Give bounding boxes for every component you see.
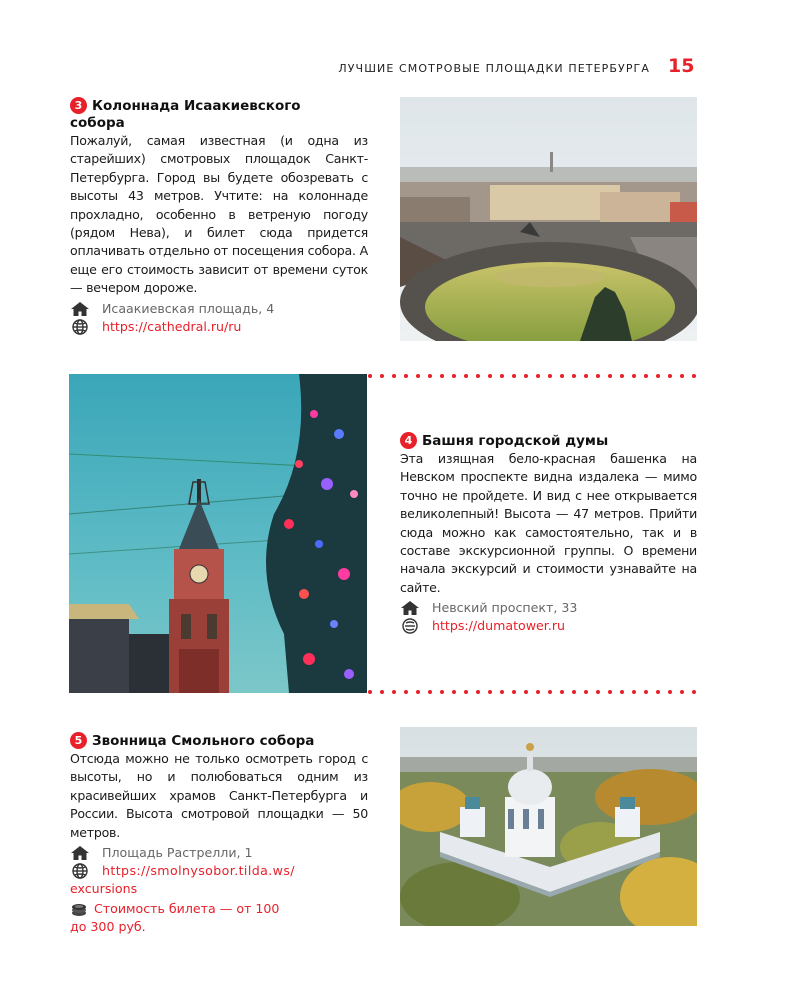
section-title-text: Башня городской думы	[422, 433, 609, 449]
address-text: Невский проспект, 33	[432, 600, 578, 616]
section-info	[70, 844, 368, 936]
globe-icon	[400, 618, 420, 634]
section-number-badge: 4	[400, 432, 417, 449]
photo-isaac-square	[400, 97, 697, 341]
section-duma-tower	[400, 432, 697, 635]
page-header	[0, 57, 800, 77]
house-icon	[70, 301, 90, 317]
website-link-continued[interactable]: excursions	[70, 881, 138, 897]
dotted-divider	[368, 690, 698, 696]
coins-icon	[70, 901, 90, 917]
address-text: Исаакиевская площадь, 4	[102, 300, 275, 316]
globe-icon	[70, 863, 90, 879]
photo-smolny-cathedral	[400, 727, 697, 926]
section-title	[70, 97, 368, 132]
section-info	[70, 300, 368, 336]
section-number-badge: 3	[70, 97, 87, 114]
section-title	[400, 432, 697, 450]
address-text: Площадь Растрелли, 1	[102, 845, 253, 861]
globe-icon	[70, 319, 90, 335]
section-title-text: Звонница Смольного собора	[92, 733, 315, 749]
page-number: 15	[668, 55, 695, 77]
price-text-continued: до 300 руб.	[70, 919, 146, 935]
section-isaac-colonnade	[70, 97, 368, 336]
website-link[interactable]: https://cathedral.ru/ru	[102, 318, 242, 334]
dotted-divider	[368, 374, 698, 380]
running-title: ЛУЧШИЕ СМОТРОВЫЕ ПЛОЩАДКИ ПЕТЕРБУРГА	[338, 62, 650, 75]
section-title-line1: Колоннада Исаакиевского	[92, 98, 301, 114]
house-icon	[70, 845, 90, 861]
photo-duma-tower	[69, 374, 367, 693]
section-title	[70, 732, 368, 750]
section-info	[400, 599, 697, 635]
section-body: Эта изящная бело-красная башенка на Невском проспекте видна издалека — мимо точно не пройдете. И вид с нее открывается великолепный! Высота — 47 метров. Прийти сюда можно как самостоятельно, так и в составе экскурсионной группы. О времени начала экскурсий и стоимости узнавайте на сайте.	[400, 451, 697, 595]
website-link[interactable]: https://dumatower.ru	[432, 618, 565, 634]
section-number-badge: 5	[70, 732, 87, 749]
house-icon	[400, 600, 420, 616]
section-title-line2: собора	[70, 115, 125, 131]
price-text: Стоимость билета — от 100	[94, 901, 280, 917]
section-body: Пожалуй, самая известная (и одна из старейших) смотровых площадок Санкт-Петербурга. Город вы будете обозревать с высоты 43 метров. Учтите: на колоннаде прохладно, особенно в ветреную погоду (рядом Нева), и билет сюда придется оплачивать отдельно от посещения собора. А еще его стоимость зависит от времени суток — вечером дороже.	[70, 133, 368, 296]
section-smolny-belfry	[70, 732, 368, 936]
section-body: Отсюда можно не только осмотреть город с высоты, но и полюбоваться одним из красивейших храмов Санкт-Петербурга и России. Высота смотровой площадки — 50 метров.	[70, 751, 368, 840]
website-link[interactable]: https://smolnysobor.tilda.ws/	[102, 863, 295, 879]
